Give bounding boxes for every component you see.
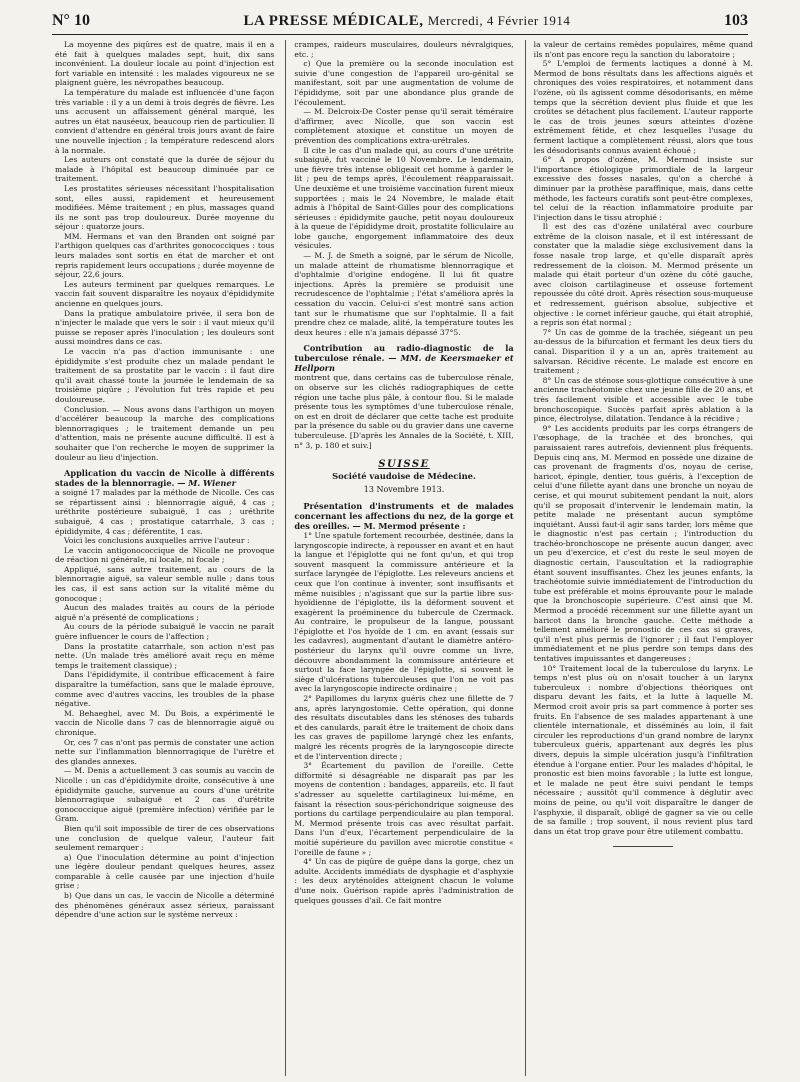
paragraph: Voici les conclusions auxquelles arrive l'auteur : bbox=[64, 536, 250, 546]
column-2 bbox=[285, 40, 516, 1076]
page-header bbox=[52, 12, 748, 35]
heading-title: Application du vaccin de Nicolle à différents stades de la blennorragie. bbox=[55, 468, 275, 489]
paragraph: 9° Les accidents produits par les corps étrangers de l'œsophage, de la trachée et des bronches, qui paraissaient rares autrefois, deviennent plus fréquents. Depuis cinq ans, M. Mermod en possède une dizaine de cas provenant de fragments d'os, noyau de cerise, haricot, épingle, dentier, tous guéris, à l'exception de celui d'une fillette ayant dans une bronche un noyau de cerise, et qui mourut subitement pendant la nuit, alors qu'il se proposait d'intervenir le lendemain matin, la petite malade ne présentant aucun symptôme inquiétant. Aussi faut-il agir sans tarder, lors même que le diagnostic n'est pas certain ; l'introduction du trachéo-bronchoscope ne présente aucun danger, avec un peu d'exercice, et c'est du reste le seul moyen de diagnostic certain, l'auscultation et la radiographie étant souvent insuffisantes. Chez les jeunes enfants, la trachéotomie suivie immédiatement de l'introduction du tube est préférable et moins éprouvante pour le malade que la bronchoscopie supérieure. C'est ainsi que M. Mermod a procédé récemment sur une fillette ayant un haricot dans la bronche gauche. Cette méthode a tellement amélioré le pronostic de ces cas si graves, qu'il n'est plus permis de l'ignorer ; il faut l'employer immédiatement et ne plus perdre son temps dans des tentatives impuissantes et dangereuses ; bbox=[533, 423, 753, 663]
paragraph: 1° Une spatule fortement recourbée, destinée, dans la laryngoscopie indirecte, à repousser en avant et en haut la langue et l'épiglotte qui ne font qu'un, et qui trop souvent masquent la commissure antérieure et la surface laryngée de l'épiglotte. Les releveurs anciens et ceux que l'on continue à inventer, sont insuffisants et même nuisibles ; n'agissant que sur la partie libre sus-hyoïdienne de l'épiglotte, ils la déforment souvent et exagèrent la proéminence du tubercule de Czermack. Au contraire, le propulseur de la langue, poussant l'épiglotte et l'os hyoïde de 1 cm. en avant (essais sur les cadavres), augmentant d'autant le diamètre antéro-postérieur du larynx qu'il ouvre comme un livre, découvre abondamment la commissure antérieure et surtout la face laryngée de l'épiglotte, si souvent le siège d'ulcérations tuberculeuses que l'on ne voit pas avec la laryngoscopie indirecte ordinaire ; bbox=[294, 530, 514, 694]
paragraph: Bien qu'il soit impossible de tirer de ces observations une conclusion de quelque valeur, l'auteur fait seulement remarquer : bbox=[55, 823, 275, 853]
paragraph: Il est des cas d'ozène unilatéral avec courbure extrême de la cloison nasale, et il est intéressant de constater que la maladie siège exclusivement dans la fosse nasale trop large, et qu'elle disparaît après redressement de la cloison. M. Mermod présente un malade qui était porteur d'un ozène du côté gauche, avec cloison cartilagineuse et osseuse fortement repoussée du côté droit. Après résection sous-muqueuse et redressement, guérison absolue, subjective et objective : le cornet inférieur gauche, qui était atrophié, a repris son état normal ; bbox=[533, 222, 753, 328]
section-title: SUISSE bbox=[378, 459, 430, 471]
subsection-heading: Présentation d'instruments et de malades concernant les affections du nez, de la gorge et des oreilles. — M. Mermod présente : bbox=[294, 500, 514, 531]
issue-number: N° 10 bbox=[52, 12, 90, 29]
paragraph: montrent que, dans certains cas de tuberculose rénale, on observe sur les clichés radiographiques de cette région une tache plus pâle, à contour flou. Si le malade présente tous les symptômes d'une tuberculose rénale, on est en droit de déclarer que cette tache est produite par la présence du sable ou du gravier dans une caverne tuberculeuse. [D'après les Annales de la Société, t. XIII, n° 3, p. 180 et suiv.] bbox=[294, 373, 514, 450]
paragraph: La moyenne des piqûres est de quatre, mais il en a été fait à quelques malades sept, huit, dix sans inconvénient. La douleur locale au point d'injection est fort variable en intensité : les malades vigoureux ne se plaignent guère, les névropathes beaucoup. bbox=[55, 40, 275, 88]
paragraph: Les auteurs ont constaté que la durée de séjour du malade à l'hôpital est beaucoup diminuée par ce traitement. bbox=[55, 155, 275, 184]
paragraph: Appliqué, sans autre traitement, au cours de la blennorragie aiguë, sa valeur semble nulle ; dans tous les cas, il est sans action sur la vitalité même du gonocoque ; bbox=[55, 564, 275, 603]
heading-author: — MM. de Keersmaeker et Hellporn bbox=[294, 353, 514, 374]
paragraph: 2° Papillomes du larynx guéris chez une fillette de 7 ans, après laryngostomie. Cette opération, qui donne des résultats discutables dans les sténoses des tubards et des canulards, paraît être le traitement de choix dans les cas graves de papillome laryngé chez les enfants, malgré les récents progrès de la laryngoscopie directe et de l'intervention directe ; bbox=[294, 694, 514, 761]
paragraph: la valeur de certains remèdes populaires, même quand ils n'ont pas encore reçu la sanction du laboratoire ; bbox=[533, 40, 753, 59]
meeting-date: 13 Novembre 1913. bbox=[363, 485, 445, 495]
paragraph: Dans la prostatite catarrhale, son action n'est pas nette. (Un malade très amélioré avait reçu en même temps le traitement classique) ; bbox=[55, 641, 275, 670]
paragraph: Le vaccin antigonococcique de Nicolle ne provoque de réaction ni générale, ni locale, ni focale ; bbox=[55, 545, 275, 565]
paragraph: Au cours de la période subaiguë le vaccin ne paraît guère influencer le cours de l'affection ; bbox=[55, 622, 275, 642]
paragraph: — M. J. de Smeth a soigné, par le sérum de Nicolle, un malade atteint de rhumatisme blennorragique et d'ophtalmie d'origine endogène. Il lui fit quatre injections. Après la première se produisit une recrudescence de l'ophtalmie ; l'état s'améliora après la cessation du vaccin. Celui-ci s'est montré sans action tant sur le rhumatisme que sur l'ophtalmie. Il a fait prendre chez ce malade, alité, la température toutes les deux heures : elle n'a jamais dépassé 37°5. bbox=[294, 251, 514, 337]
paragraph: 10° Traitement local de la tuberculose du larynx. Le temps n'est plus où on n'osait toucher à un larynx tuberculeux : nombre d'objections théoriques ont disparu devant les faits, et la lutte à laquelle M. Mermod croit avoir pris sa part commence à porter ses fruits. En l'absence de ses malades appartenant à une clientèle internationale, et disséminés au loin, il fait circuler les reproductions d'un grand nombre de larynx tuberculeux guéris, appartenant aux degrés les plus divers, depuis la simple ulcération jusqu'à l'infiltration étendue à l'organe entier. Pour les malades d'hôpital, le pronostic est bien moins favorable ; la lutte est longue, et le malade ne peut être suivi pendant le temps nécessaire ; aussitôt qu'il commence à déglutir avec moins de peine, ou qu'il voit disparaître le danger de l'asphyxie, il disparaît, obligé de gagner sa vie ou celle de sa famille ; trop souvent, il nous revient plus tard dans un état trop grave pour être utilement combattu. bbox=[533, 663, 753, 836]
society-name: Société vaudoise de Médecine. bbox=[332, 470, 476, 481]
journal-name: LA PRESSE MÉDICALE, bbox=[243, 13, 424, 29]
paragraph: c) Que la première ou la seconde inoculation est suivie d'une congestion de l'appareil uro-génital se manifestant, soit par une augmentation de volume de l'épididyme, soit par une abondance plus grande de l'écoulement. bbox=[294, 59, 514, 107]
paragraph: 6° A propos d'ozène, M. Mermod insiste sur l'importance étiologique primordiale de la largeur excessive des fosses nasales, qu'on a cherché à diminuer par la prothèse paraffinique, mais, dans cette méthode, les facteurs curatifs sont peut-être complexes, tel celui de la réaction inflammatoire produite par l'injection dans le tissu atrophié : bbox=[533, 155, 753, 222]
page-number: 103 bbox=[723, 12, 748, 29]
paragraph: 8° Un cas de sténose sous-glottique consécutive à une ancienne trachéotomie chez une jeune fille de 20 ans, et très facilement visible et accessible avec le tube bronchoscopique. Succès parfait après ablation à la pince, électrolyse, dilatation. Tendance à la récidive ; bbox=[533, 375, 753, 424]
paragraph: Or, ces 7 cas n'ont pas permis de constater une action nette sur l'inflammation blennorragique de l'urètre et des glandes annexes. bbox=[55, 737, 275, 766]
paragraph: b) Que dans un cas, le vaccin de Nicolle a déterminé des phénomènes généraux assez sérieux, paraissant dépendre d'une action sur le système nerveux : bbox=[55, 891, 275, 920]
article-heading bbox=[55, 468, 274, 488]
paragraph: 3° Écartement du pavillon de l'oreille. Cette difformité si désagréable ne disparaît pas par les moyens de contention : bandages, appareils, etc. Il faut s'adresser au squelette cartilagineux lui-même, en faisant la résection sous-périchondrique soigneuse des portions du cartilage perpendiculaire au plan temporal. M. Mermod présente trois cas avec résultat parfait. Dans l'un d'eux, l'écartement perpendiculaire de la moitié supérieure du pavillon avec microtie constitue « l'oreille de faune » ; bbox=[294, 761, 514, 857]
journal-title-line bbox=[244, 13, 571, 30]
paragraph: Dans l'épididymite, il contribue efficacement à faire disparaître la tuméfaction, sans que le malade éprouve, comme avec d'autres vaccins, les troubles de la phase négative. bbox=[55, 670, 275, 709]
paragraph: a soigné 17 malades par la méthode de Nicolle. Ces cas se répartissent ainsi : blennorragie aiguë, 4 cas ; uréthrite postérieure subaiguë, 1 cas ; uréthrite subaiguë, 4 cas ; prostatique catarrhale, 3 cas ; épididymite, 4 cas ; déférentite, 1 cas. bbox=[55, 488, 275, 536]
heading-author: — M. Wiener bbox=[177, 478, 236, 489]
paragraph: crampes, raideurs musculaires, douleurs névralgiques, etc. ; bbox=[294, 40, 514, 59]
issue-date: Mercredi, 4 Février 1914 bbox=[427, 13, 571, 28]
paragraph: Il cite le cas d'un malade qui, au cours d'une urétrite subaiguë, fut vacciné le 10 Novembre. Le lendemain, une fièvre très intense obligeait cet homme à garder le lit ; peu de temps après, l'écoulement réapparaissait. Une deuxième et une troisième vaccination furent mieux supportées ; mais le 24 Novembre, le malade était admis à l'hôpital de Saint-Gilles pour des complications sérieuses : épididymite gauche, petit noyau douloureux à la queue de l'épididyme droit, prostatite folliculaire au lobe gauche, engorgement inflammatoire des deux vésicules. bbox=[294, 145, 514, 251]
paragraph: M. Behaeghel, avec M. Du Bois, a expérimenté le vaccin de Nicolle dans 7 cas de blennorragie aiguë ou chronique. bbox=[55, 708, 275, 737]
paragraph: a) Que l'inoculation détermine au point d'injection une légère douleur pendant quelques heures, assez comparable à celle causée par une injection d'huile grise ; bbox=[55, 852, 275, 891]
paragraph: Dans la pratique ambulatoire privée, il sera bon de n'injecter le malade que vers le soir : il vaut mieux qu'il puisse se reposer après l'inoculation ; les douleurs sont aussi moindres dans ce cas. bbox=[55, 308, 275, 347]
paragraph: 4° Un cas de piqûre de guêpe dans la gorge, chez un adulte. Accidents immédiats de dysphagie et d'asphyxie : les deux aryténoïdes atteignent chacun le volume d'une noix. Guérison rapide après l'administration de quelques gousses d'ail. Ce fait montre bbox=[294, 857, 514, 905]
end-divider bbox=[613, 846, 673, 847]
paragraph: La température du malade est influencée d'une façon très variable : il y a un demi à trois degrés de fièvre. Les uns accusent un affaissement général marqué, les autres un état nauséeux, beaucoup rien de particulier. Il convient d'attendre en général trois jours avant de faire une nouvelle injection ; la température redescend alors à la normale. bbox=[55, 87, 275, 155]
paragraph: — M. Delcroix-De Coster pense qu'il serait téméraire d'affirmer, avec Nicolle, que son vaccin est complètement atoxique et constitue un moyen de prévention des complications extra-urétrales. bbox=[294, 107, 514, 145]
paragraph: Conclusion. — Nous avons dans l'arthigon un moyen d'accélérer beaucoup la marche des complications blennorragiques ; le traitement demande un peu d'attention, mais ne présente aucune difficulté. Il est à souhaiter que l'on recherche le moyen de supprimer la douleur au lieu d'injection. bbox=[55, 404, 275, 462]
column-1 bbox=[52, 40, 277, 1076]
paragraph: Les prostatites sérieuses nécessitant l'hospitalisation sont, elles aussi, rapidement et heureusement modifiées. Même traitement ; en plus, massages quand ils ne sont pas trop douloureux. Durée moyenne du séjour : quatorze jours. bbox=[55, 183, 275, 232]
column-3 bbox=[525, 40, 756, 1076]
heading-title: Contribution au radio-diagnostic de la tuberculose rénale. bbox=[294, 343, 514, 364]
paragraph: Aucun des malades traités au cours de la période aiguë n'a présenté de complications ; bbox=[55, 603, 275, 622]
article-heading bbox=[294, 343, 513, 373]
paragraph: — M. Denis a actuellement 3 cas soumis au vaccin de Nicolle : un cas d'épididymite droite, consécutive à une épididymite gauche, survenue au cours d'une urétrite blennorragique subaiguë et 2 cas d'urétrite gonococcique aiguë (première infection) vérifiée par le Gram. bbox=[55, 766, 275, 824]
paragraph: Le vaccin n'a pas d'action immunisante : une épididymite s'est produite chez un malade pendant le traitement de sa prostatite par le vaccin : il faut dire qu'il avait chassé toute la journée le lendemain de sa troisième piqûre ; l'évolution fut très rapide et peu douloureuse. bbox=[55, 347, 275, 404]
paragraph: 7° Un cas de gomme de la trachée, siégeant un peu au-dessus de la bifurcation et fermant les deux tiers du canal. Disparition il y a un an, après traitement au salvarsan. Récidive récente. Le malade est encore en traitement ; bbox=[533, 327, 753, 376]
paragraph: Les auteurs terminent par quelques remarques. Le vaccin fait souvent disparaître les noyaux d'épididymite ancienne en quelques jours. bbox=[55, 279, 275, 309]
paragraph: MM. Hermans et van den Branden ont soigné par l'arthigon quelques cas d'arthrites gonococciques : tous leurs malades sont sortis en état de marcher et ont repris rapidement leurs occupations ; durée moyenne de séjour, 22,6 jours. bbox=[55, 231, 275, 280]
paragraph: 5° L'emploi de ferments lactiques a donné à M. Mermod de bons résultats dans les affections aiguës et chroniques des voies respiratoires, et notamment dans l'ozène, où ils agissent comme désodorisants, en même temps que la sécrétion devient plus fluide et que les croûtes se détachent plus facilement. L'auteur rapporte le cas de trois jeunes sœurs atteintes d'ozène extrêmement fétide, et chez lesquelles l'usage du ferment lactique a complètement réussi, alors que tous les désodorisants connus avaient échoué ; bbox=[533, 59, 753, 155]
article-columns bbox=[52, 40, 756, 1076]
